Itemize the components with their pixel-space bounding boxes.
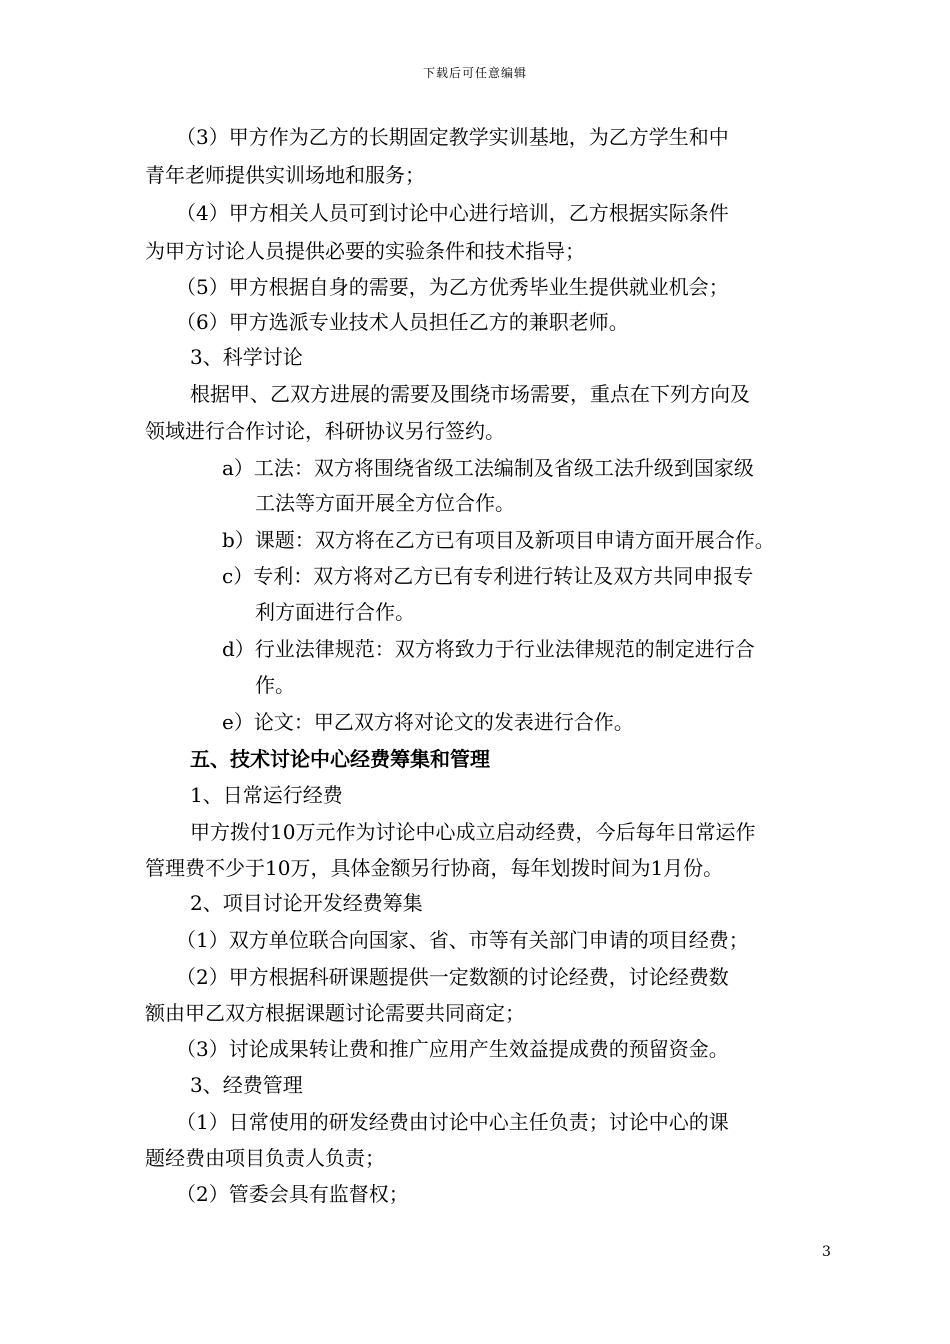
- paragraph-line: 为甲方讨论人员提供必要的实验条件和技术指导；: [145, 239, 585, 263]
- paragraph-line: 甲方拨付10万元作为讨论中心成立启动经费，今后每年日常运作: [190, 820, 756, 844]
- list-item: c）专利：双方将对乙方已有专利进行转让及双方共同申报专: [222, 564, 754, 588]
- list-item: e）论文：甲乙双方将对论文的发表进行合作。: [222, 710, 634, 734]
- list-item-continuation: 作。: [255, 673, 295, 697]
- paragraph-line: 额由甲乙双方根据课题讨论需要共同商定；: [145, 1001, 525, 1025]
- paragraph-line: （4）甲方相关人员可到讨论中心进行培训，乙方根据实际条件: [176, 201, 729, 225]
- paragraph-line: 青年老师提供实训场地和服务；: [145, 163, 425, 187]
- paragraph-line: （5）甲方根据自身的需要，为乙方优秀毕业生提供就业机会；: [176, 275, 729, 299]
- paragraph-line: 领域进行合作讨论，科研协议另行签约。: [145, 419, 505, 443]
- section-subheading: 1、日常运行经费: [190, 783, 343, 807]
- list-item-continuation: 利方面进行合作。: [255, 600, 415, 624]
- list-item: a）工法：双方将围绕省级工法编制及省级工法升级到国家级: [222, 456, 754, 480]
- paragraph-line: 题经费由项目负责人负责；: [145, 1146, 385, 1170]
- paragraph-line: （2）甲方根据科研课题提供一定数额的讨论经费，讨论经费数: [176, 965, 729, 989]
- paragraph-line: （1）双方单位联合向国家、省、市等有关部门申请的项目经费；: [176, 928, 749, 952]
- paragraph-line: 管理费不少于10万，具体金额另行协商，每年划拨时间为1月份。: [145, 856, 724, 880]
- paragraph-line: （2）管委会具有监督权；: [176, 1182, 409, 1206]
- paragraph-line: （3）讨论成果转让费和推广应用产生效益提成费的预留资金。: [176, 1037, 729, 1061]
- page-number: 3: [822, 1244, 831, 1260]
- section-subheading: 2、项目讨论开发经费筹集: [190, 891, 423, 915]
- paragraph-line: 根据甲、乙双方进展的需要及围绕市场需要，重点在下列方向及: [190, 382, 750, 406]
- paragraph-line: （3）甲方作为乙方的长期固定教学实训基地，为乙方学生和中: [176, 125, 729, 149]
- list-item: d）行业法律规范：双方将致力于行业法律规范的制定进行合: [222, 637, 755, 661]
- list-item: b）课题：双方将在乙方已有项目及新项目申请方面开展合作。: [222, 528, 775, 552]
- page-header: 下载后可任意编辑: [422, 66, 527, 80]
- section-subheading: 3、经费管理: [190, 1073, 303, 1097]
- paragraph-line: （1）日常使用的研发经费由讨论中心主任负责；讨论中心的课: [176, 1110, 729, 1134]
- list-item-continuation: 工法等方面开展全方位合作。: [255, 491, 515, 515]
- paragraph-line: （6）甲方选派专业技术人员担任乙方的兼职老师。: [176, 310, 629, 334]
- section-heading: 五、技术讨论中心经费筹集和管理: [190, 747, 490, 771]
- section-subheading: 3、科学讨论: [190, 345, 303, 369]
